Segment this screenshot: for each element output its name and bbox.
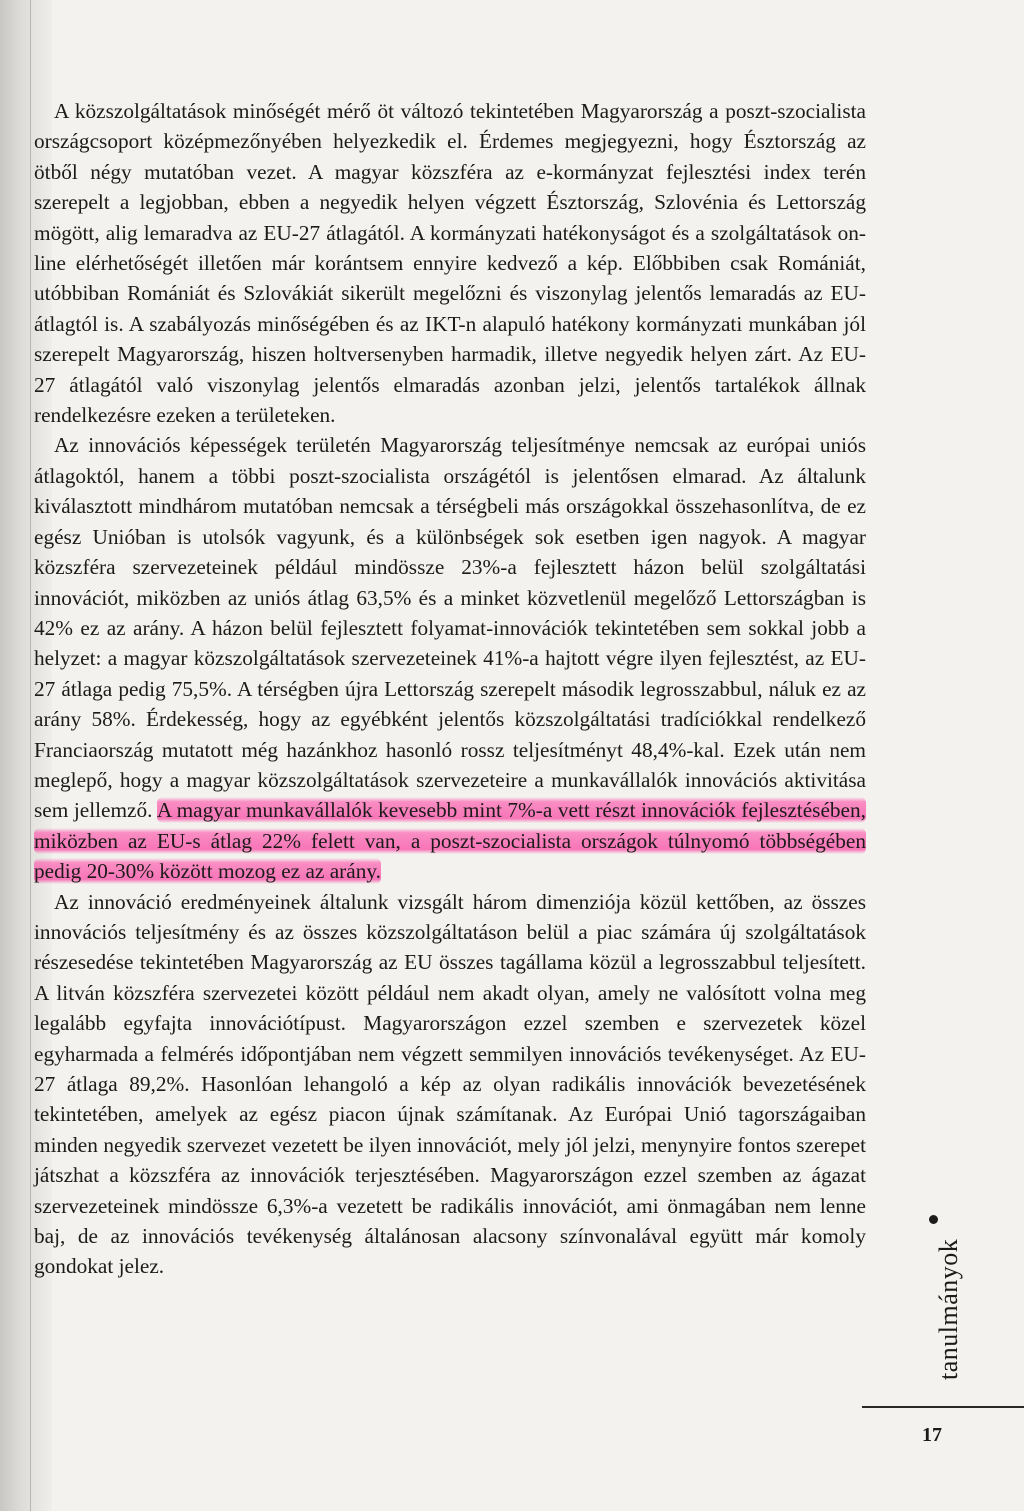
footer-rule: [862, 1406, 1024, 1408]
highlighted-passage: A magyar munkavállalók kevesebb mint 7%-a vett részt innovációk fejlesztésében, miközben az EU-s átlag 22% felett van, a poszt-szocialista országok túlnyomó többségében pedig 20-30% között mozog ez az arány.: [34, 798, 866, 884]
paragraph-1-text: A közszolgáltatások minőségét mérő öt változó tekintetében Magyarország a poszt-szocialista országcsoport középmezőnyében helyezkedik el. Érdemes megjegyezni, hogy Észtország az ötből négy mutatóban vezet. A magyar közszféra az e-kormányzat fejlesztési index terén szerepelt a legjobban, ebben a negyedik helyen végzett Észtország, Szlovénia és Lettország mögött, alig lemaradva az EU-27 átlagától. A kormányzati hatékonyságot és a szolgáltatások on-line elérhetőségét illetően már korántsem ennyire kedvező a kép. Előbbiben csak Romániát, utóbbiban Romániát és Szlovákiát sikerült megelőzni és viszonylag jelentős lemaradás az EU-átlagtól is. A szabályozás minőségében és az IKT-n alapuló hatékony kormányzati munkában jól szerepelt Magyarország, hiszen holtversenyben harmadik, illetve negyedik helyen zárt. Az EU-27 átlagától való viszonylag jelentős elmaradás azonban jelzi, jelentős tartalékok állnak rendelkezésre ezeken a területeken.: [34, 99, 866, 428]
paragraph-2: [34, 430, 866, 886]
paragraph-3-text: Az innováció eredményeinek általunk vizsgált három dimenziója közül kettőben, az összes innovációs teljesítmény és az összes közszolgáltatáson belül a piac számára új szolgáltatások részesedése tekintetében Magyarország az EU összes tagállama közül a legrosszabbul teljesített. A litván közszféra szervezetei között például nem akadt olyan, amely ne valósított volna meg legalább egyfajta innovációtípust. Magyarországon ezzel szemben e szervezetek közel egyharmada a felmérés időpontjában nem végzett semmilyen innovációs tevékenységet. Az EU-27 átlaga 89,2%. Hasonlóan lehangoló a kép az olyan radikális innovációk bevezetésének tekintetében, amelyek az egész piacon újnak számítanak. Az Európai Unió tagországaiban minden negyedik szervezet vezetett be ilyen innovációt, mely jól jelzi, menynyire fontos szerepet játszhat a közszféra az innovációk terjesztésében. Magyarországon ezzel szemben az ágazat szervezeteinek mindössze 6,3%-a vezetett be radikális innovációt, ami önmagában nem lenne baj, de az innovációs tevékenység általánosan alacsony színvonalával együtt már komoly gondokat jelez.: [34, 889, 866, 1279]
body-text: [34, 96, 866, 1282]
bullet-icon: [929, 1215, 938, 1224]
section-label: [934, 1239, 964, 1380]
paragraph-3: [34, 887, 866, 1282]
binding-line: [30, 0, 31, 1511]
paragraph-1: [34, 96, 866, 430]
paragraph-2-text: Az innovációs képességek területén Magyarország teljesítménye nemcsak az európai uniós átlagoktól, hanem a többi poszt-szocialista országétól is jelentősen elmarad. Az általunk kiválasztott mindhárom mutatóban nemcsak a térségbeli más országokkal összehasonlítva, de ez egész Unióban is utolsók vagyunk, és a különbségek sok esetben igen nagyok. A magyar közszféra szervezeteinek például mindössze 23%-a fejlesztett házon belül szolgáltatási innovációt, miközben az uniós átlag 63,5% és a minket közvetlenül megelőző Lettországban is 42% ez az arány. A házon belül fejlesztett folyamat-innovációk tekintetében sem sokkal jobb a helyzet: a magyar közszolgáltatások szervezeteinek 41%-a hajtott végre ilyen fejlesztést, az EU-27 átlaga pedig 75,5%. A térségben újra Lettország szerepelt második legrosszabbul, náluk ez az arány 58%. Érdekesség, hogy az egyébként jelentős közszolgáltatási tradíciókkal rendelkező Franciaország mutatott még hazánkhoz hasonló rossz teljesítményt 48,4%-kal. Ezek után nem meglepő, hogy a magyar közszolgáltatások szervezeteire a munkavállalók innovációs aktivitása sem jellemző.: [34, 433, 866, 823]
section-label-text: tanulmányok: [934, 1238, 963, 1380]
page-number: 17: [922, 1424, 942, 1446]
